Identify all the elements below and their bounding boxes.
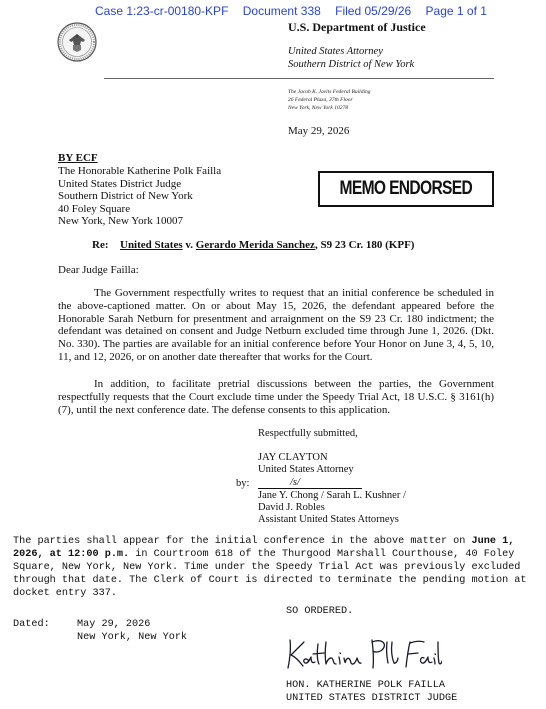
office-address-line: New York, New York 10278 [288,105,348,111]
judge-title: UNITED STATES DISTRICT JUDGE [286,693,458,704]
closing-respectfully: Respectfully submitted, [258,428,358,439]
by-label: by: [236,478,250,489]
re-label: Re: [92,239,109,251]
ecf-header [95,4,498,18]
dated-date: May 29, 2026 [77,619,151,630]
order-text-after: in Courtroom 618 of the Thurgood Marshall Courthouse, 40 Foley Square, New York, New York. Time under the Speedy Trial Act was previously excluded through that date. The Clerk of Court is directed to terminate the pending motion at docket entry 337. [13,549,527,599]
recipient-line: United States District Judge [58,177,182,190]
dated-place: New York, New York [77,632,188,643]
signer-name: JAY CLAYTON [258,452,328,463]
body-paragraph: The Government respectfully writes to request that an initial conference be scheduled in the above-captioned matter. On or about May 15, 2026, the defendant appeared before the Honorable Sarah Netburn for presentment and arraignment on the S9 23 Cr. 180 indictment; the defendant was detained on consent and Judge Netburn excluded time through June 1, 2026. (Dkt. No. 330). The parties are available for an initial conference before Your Honor on June 3, 4, 5, 10, 11, and 12, 2026, or on another date thereafter that works for the Court. [58,287,494,363]
letterhead-divider [104,78,494,79]
doj-seal-icon [57,22,97,62]
order-text-before: The parties shall appear for the initial conference in the above matter on [13,536,472,547]
ausa-title: Assistant United States Attorneys [258,514,399,525]
recipient-line: The Honorable Katherine Polk Failla [58,165,222,177]
dated-label: Dated: [13,619,50,630]
body-paragraph: In addition, to facilitate pretrial discussions between the parties, the Government respectfully requests that the Court exclude time under the Speedy Trial Act, 18 U.S.C. § 3161(h)(7), until the next conference date. The defense consents to this application. [58,378,494,416]
endorsement-order [13,535,533,600]
ecf-case-number: Case 1:23-cr-00180-KPF [95,4,229,18]
memo-endorsed-text: MEMO ENDORSED [339,178,473,199]
letter-date: May 29, 2026 [288,125,350,137]
electronic-signature: /s/ [290,477,300,488]
judge-signature [282,630,442,676]
salutation: Dear Judge Failla: [58,264,139,276]
case-party-2: Gerardo Merida Sanchez [195,239,315,251]
re-line [92,239,414,251]
case-versus: v. [182,239,196,251]
ausa-names-line: Jane Y. Chong / Sarah L. Kushner / [258,490,406,501]
case-party-1: United States [120,239,183,251]
ecf-document-number: Document 338 [242,4,321,18]
office-line-1: United States Attorney [288,46,383,57]
office-address-line: 26 Federal Plaza, 37th Floor [288,97,353,103]
case-number: , S9 23 Cr. 180 (KPF) [314,239,415,251]
ecf-filed-date: Filed 05/29/26 [335,4,412,18]
ausa-names-line: David J. Robles [258,502,325,513]
office-line-2: Southern District of New York [288,59,415,70]
recipient-line: New York, New York 10007 [58,215,183,227]
office-address-line: The Jacob K. Javits Federal Building [288,89,371,95]
by-ecf-label: BY ECF [58,152,98,164]
memo-endorsed-stamp [318,171,494,207]
signature-line [258,488,362,489]
ecf-page-count: Page 1 of 1 [425,4,487,18]
agency-name: U.S. Department of Justice [288,20,426,34]
recipient-line: 40 Foley Square [58,202,131,215]
recipient-line: Southern District of New York [58,190,193,202]
judge-name: HON. KATHERINE POLK FAILLA [286,680,445,691]
order-conference-datetime: June 1, 2026, at 12:00 p.m. [13,536,515,560]
so-ordered: SO ORDERED. [286,606,354,617]
signer-title: United States Attorney [258,464,354,475]
